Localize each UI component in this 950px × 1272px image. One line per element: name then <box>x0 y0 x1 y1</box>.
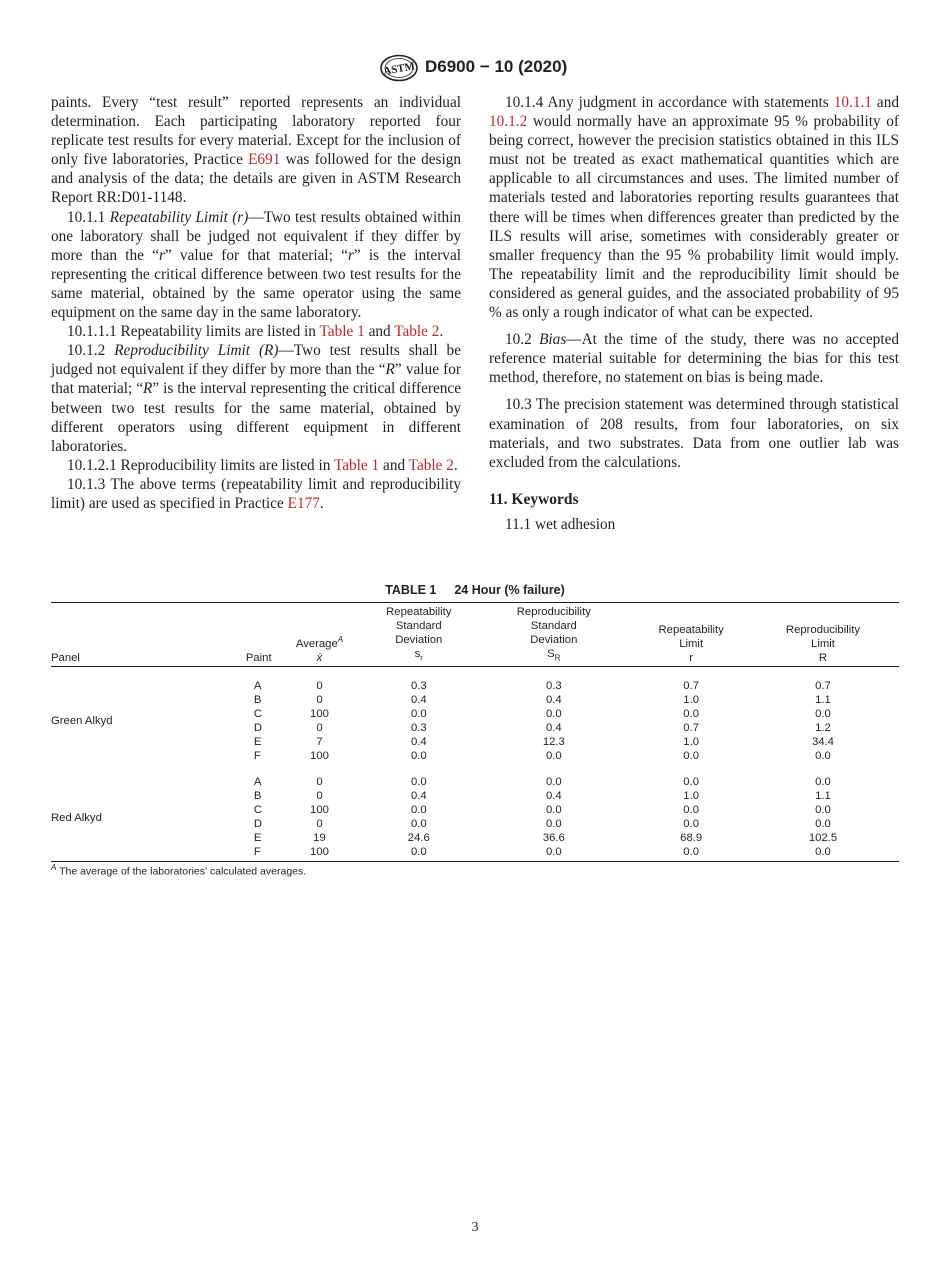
value-cell: 0.3 <box>545 680 562 693</box>
value-cell: 1.0 <box>683 790 700 803</box>
value-cell: 0.0 <box>683 750 700 763</box>
value-cell: 0.0 <box>683 708 700 721</box>
value-cell: 0.0 <box>410 750 427 763</box>
value-cell: 0.0 <box>410 818 427 831</box>
panel-cell: Red Alkyd <box>51 812 102 825</box>
value-cell: 0 <box>316 694 323 707</box>
value-cell: 0.0 <box>545 708 562 721</box>
value-cell: 36.6 <box>542 832 565 845</box>
value-cell: 0.0 <box>545 804 562 817</box>
table-row <box>51 735 899 749</box>
paragraph-10-2: 10.2 Bias—At the time of the study, there was no accepted reference material suitable for determining the bias for this test method, therefore, no statement on bias is being made. <box>489 331 900 387</box>
paragraph-10-1-3: 10.1.3 The above terms (repeatability limit and reproducibility limit) are used as specified in Practice E177. <box>51 475 461 512</box>
paint-cell: D <box>253 722 263 735</box>
value-cell: 102.5 <box>808 832 838 845</box>
paragraph-11-1: 11.1 wet adhesion <box>505 515 616 533</box>
table-row <box>51 749 899 763</box>
paint-cell: B <box>253 694 262 707</box>
term-repeatability-limit: Repeatability Limit (r) <box>109 208 249 226</box>
page-header <box>0 54 950 84</box>
value-cell: 0.4 <box>545 722 562 735</box>
value-cell: 100 <box>310 804 329 817</box>
paragraph-10-1-cont: paints. Every “test result” reported represents an individual determination. Each participating laboratory reported four replicate test results for every material. Except for the inclusion of only five laboratories, Practice E691 was followed for the design and analysis of the data; the details are given in ASTM Research Report RR:D01-1148. <box>51 94 462 207</box>
term-bias: Bias <box>539 331 567 349</box>
table-spacer-row <box>51 667 899 680</box>
table-row <box>51 707 899 721</box>
link-e691[interactable]: E691 <box>248 151 281 169</box>
table-header-row <box>51 603 899 667</box>
right-column <box>489 93 899 534</box>
table-row <box>51 803 899 817</box>
link-10-1-1[interactable]: 10.1.1 <box>833 94 872 111</box>
column-header-reproducibility-limit: Reproducibility Limit R <box>785 624 861 665</box>
paint-cell: B <box>253 790 262 803</box>
value-cell: 0.4 <box>410 694 427 707</box>
value-cell: 0 <box>316 790 323 803</box>
table-label: TABLE 1 <box>385 583 437 597</box>
link-table-2[interactable]: Table 2 <box>394 323 440 341</box>
value-cell: 0.0 <box>683 818 700 831</box>
table-row <box>51 845 899 862</box>
value-cell: 24.6 <box>407 832 430 845</box>
value-cell: 1.0 <box>683 736 700 749</box>
value-cell: 0 <box>316 680 323 693</box>
value-cell: 0.4 <box>410 790 427 803</box>
paint-cell: F <box>253 750 261 763</box>
value-cell: 0.0 <box>815 846 831 859</box>
value-cell: 7 <box>316 736 323 749</box>
table-group-red-alkyd <box>51 763 899 862</box>
value-cell: 100 <box>310 750 329 763</box>
value-cell: 0.0 <box>410 708 427 721</box>
paint-cell: D <box>253 818 263 831</box>
value-cell: 0.0 <box>410 846 427 859</box>
svg-text:ASTM: ASTM <box>382 60 416 78</box>
paragraph-10-1-1-1: 10.1.1.1 Repeatability limits are listed in Table 1 and Table 2. <box>67 323 444 341</box>
value-cell: 0 <box>316 722 323 735</box>
value-cell: 0.4 <box>545 694 562 707</box>
value-cell: 0.0 <box>815 776 831 789</box>
value-cell: 19 <box>313 832 326 845</box>
document-id: D6900 − 10 (2020) <box>425 57 568 76</box>
value-cell: 1.0 <box>683 694 700 707</box>
value-cell: 0 <box>316 818 323 831</box>
paint-cell: E <box>253 736 262 749</box>
precision-table <box>51 602 899 862</box>
table-spacer-row <box>51 763 899 775</box>
link-e177[interactable]: E177 <box>287 494 320 512</box>
value-cell: 0 <box>316 776 323 789</box>
value-cell: 1.2 <box>815 722 831 735</box>
value-cell: 0.0 <box>545 776 562 789</box>
value-cell: 0.0 <box>545 750 562 763</box>
column-header-paint: Paint <box>245 652 272 665</box>
value-cell: 0.0 <box>815 750 831 763</box>
value-cell: 0.0 <box>815 804 831 817</box>
column-header-panel: Panel <box>51 652 80 665</box>
paragraph-10-1-4: 10.1.4 Any judgment in accordance with statements 10.1.1 and 10.1.2 would normally have an approximate 95 % probability of being correct, however the precision statistics obtained in this ILS must not be treated as exact mathematical quantities which are applicable to all circumstances and uses. The limited number of materials tested and laboratories reporting results guarantees that there will be times when differences greater than predicted by the ILS results will arise, sometimes with considerably greater or smaller frequency than the 95 % probability limit would imply. The repeatability limit and the reproducibility limit should be considered as general guides, and the associated probability of 95 % as only a rough indicator of what can be expected. <box>489 94 900 322</box>
link-10-1-2[interactable]: 10.1.2 <box>489 113 528 131</box>
section-heading-keywords: 11. Keywords <box>489 490 579 508</box>
value-cell: 68.9 <box>680 832 703 845</box>
astm-logo <box>379 54 419 82</box>
value-cell: 0.0 <box>815 708 831 721</box>
table-title: 24 Hour (% failure) <box>454 583 565 597</box>
value-cell: 0.7 <box>815 680 831 693</box>
value-cell: 0.0 <box>545 846 562 859</box>
value-cell: 0.3 <box>410 722 427 735</box>
paragraph-10-1-1: 10.1.1 Repeatability Limit (r)—Two test results obtained within one laboratory shall be judged not equivalent if they differ by more than the “r” value for that material; “r” is the interval representing the critical difference between two test results for the same material, obtained by the same operator using the same equipment on the same day in the same laboratory. <box>51 208 461 322</box>
value-cell: 0.4 <box>410 736 427 749</box>
paragraph-10-1-2: 10.1.2 Reproducibility Limit (R)—Two test results shall be judged not equivalent if they differ by more than the “R” value for that material; “R” is the interval representing the critical difference between two test results for the same material, obtained by different operators using different equipment in different laboratories. <box>51 342 461 455</box>
table-caption <box>0 583 950 597</box>
value-cell: 34.4 <box>811 736 834 749</box>
value-cell: 0.0 <box>683 776 700 789</box>
value-cell: 0.7 <box>683 680 700 693</box>
table-row <box>51 679 899 693</box>
value-cell: 100 <box>310 708 329 721</box>
paint-cell: E <box>253 832 262 845</box>
value-cell: 0.0 <box>410 804 427 817</box>
left-column <box>51 93 461 513</box>
value-cell: 0.0 <box>683 804 700 817</box>
table-row <box>51 831 899 845</box>
value-cell: 1.1 <box>815 790 831 803</box>
paragraph-10-3: 10.3 The precision statement was determined through statistical examination of 208 results, from four laboratories, on six materials, and two substrates. Data from one outlier lab was excluded from the calculations. <box>489 396 899 471</box>
link-table-1[interactable]: Table 1 <box>333 456 380 474</box>
value-cell: 0.0 <box>815 818 831 831</box>
value-cell: 12.3 <box>542 736 565 749</box>
value-cell: 0.3 <box>410 680 427 693</box>
table-footnote: $^A$ The average of the laboratories’ calculated averages. <box>51 863 307 878</box>
table-row <box>51 775 899 789</box>
paint-cell: A <box>253 776 262 789</box>
paragraph-10-1-2-1: 10.1.2.1 Reproducibility limits are listed in Table 1 and Table 2. <box>67 456 458 474</box>
link-table-2[interactable]: Table 2 <box>408 456 454 474</box>
value-cell: 1.1 <box>815 694 831 707</box>
column-header-average: Average$^A$ x̄ <box>295 635 344 665</box>
table-group-green-alkyd <box>51 667 899 764</box>
paint-cell: C <box>253 708 263 721</box>
paint-cell: C <box>253 804 263 817</box>
panel-cell: Green Alkyd <box>51 715 113 728</box>
column-header-reproducibility-sd: Reproducibility Standard Deviation $S_R$ <box>516 606 591 663</box>
column-header-repeatability-sd: Repeatability Standard Deviation $s_r$ <box>386 606 452 663</box>
column-header-repeatability-limit: Repeatability Limit r <box>658 624 724 665</box>
term-reproducibility-limit: Reproducibility Limit (R) <box>114 342 279 360</box>
value-cell: 0.7 <box>683 722 700 735</box>
table-row <box>51 789 899 803</box>
value-cell: 0.0 <box>683 846 700 859</box>
paint-cell: F <box>253 846 261 859</box>
link-table-1[interactable]: Table 1 <box>319 323 365 341</box>
value-cell: 0.0 <box>545 818 562 831</box>
value-cell: 100 <box>310 846 329 859</box>
table-row <box>51 721 899 735</box>
value-cell: 0.0 <box>410 776 427 789</box>
value-cell: 0.4 <box>545 790 562 803</box>
table-row <box>51 817 899 831</box>
table-row <box>51 693 899 707</box>
page-number: 3 <box>471 1220 479 1235</box>
paint-cell: A <box>253 680 262 693</box>
